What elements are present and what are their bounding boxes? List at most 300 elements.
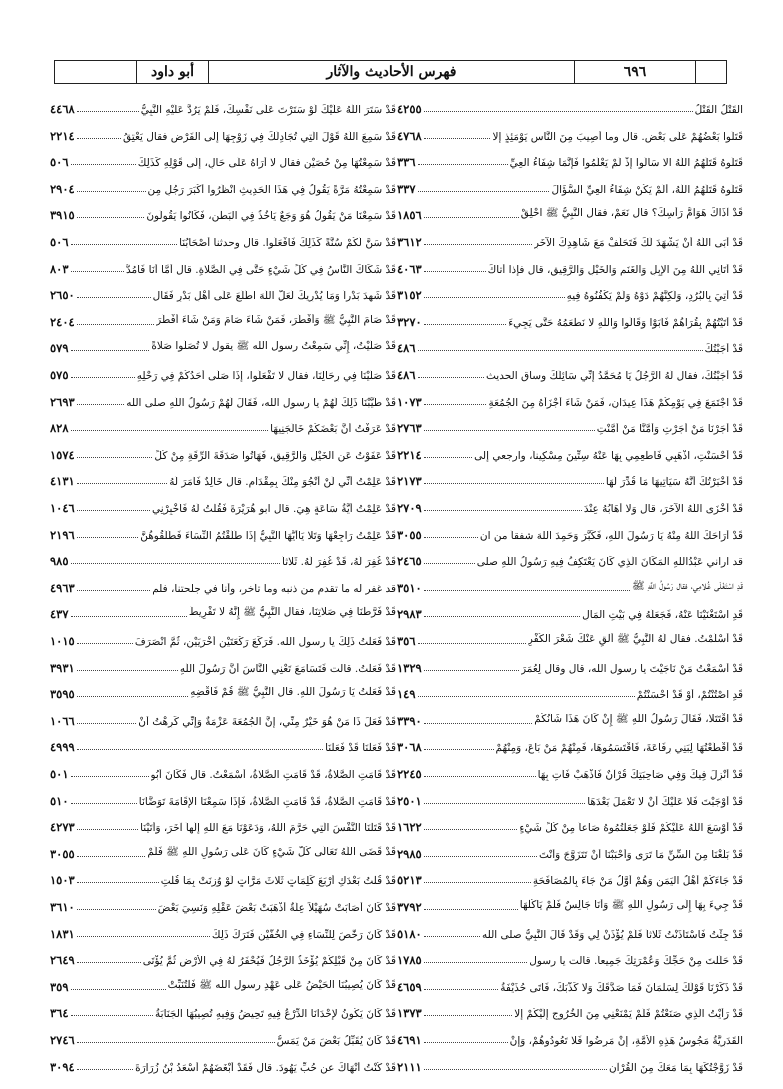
hadith-number: ٢٧٤٦ — [50, 1033, 75, 1047]
hadith-number: ٤٨٦ — [397, 341, 416, 356]
dot-leader — [71, 164, 136, 165]
index-entry — [397, 837, 743, 861]
hadith-number: ٣٠٦٨ — [397, 740, 422, 755]
hadith-number: ٢٥٠١ — [397, 793, 422, 808]
entry-text: قَدْ كَانَ يَكُونُ لإِحْدَانَا الدِّرْعُ فِيهِ تَحِيضُ وَفِيهِ تُصِيبُهَا الجَنَابَةُ — [155, 1008, 396, 1021]
index-entry — [397, 92, 743, 116]
index-entry — [397, 119, 743, 143]
entry-text: قد اراني عَبْدُاللهِ المَكَانَ الَّذِي كَانَ يَعْتَكِفُ فِيهِ رَسُولُ اللَّهِ صلى — [476, 556, 743, 569]
entry-text: قَدْ قَتَلْنَا النَّفْسَ الَّتِي حَرَّمَ اللهُ، وَدَعَوْنَا مَعَ اللهِ إِلَهاً آخَرَ، وَأَتَيْنَا — [140, 822, 396, 835]
book-name: أبو داود — [136, 61, 208, 83]
page-number: ٦٩٦ — [574, 61, 695, 83]
index-entry — [50, 438, 396, 462]
index-entry — [397, 624, 743, 648]
entry-text: قد غفر له ما تقدم من ذنبه وما تأخر، وأنا في جلحتنا، فلم — [152, 582, 396, 595]
entry-text: قَدْ أَجَرْنَا مَنْ أَجَرْتِ وَأَمَّنَّا مَنْ أَمَّنْتِ — [596, 423, 743, 436]
entry-text: قَدْ سَمِعْتُهُ مَرَّةً يَقُولُ فِي هَذَا الحَدِيثِ انْظُرُوا أَكْبَرَ رَجُلٍ مِن — [147, 183, 396, 196]
entry-text: قَدْ فَعَلْتُ. قالت فَتَسَامَعَ تَعْنِي النَّاسَ أَنَّ رَسُولَ اللَّهِ — [179, 662, 396, 675]
index-entry — [50, 411, 396, 435]
hadith-number: ٤١٣١ — [50, 474, 75, 489]
dot-leader — [424, 483, 604, 484]
entry-text: قَدْ أُتِيَ بِالبُرُدِ، وَلَكِنَّهُمْ دَوْهُ وَلَمْ يَكْفُنُوهُ فِيهِ — [566, 290, 743, 303]
index-entry — [50, 145, 396, 169]
hadith-number: ١٣٢٩ — [397, 660, 422, 675]
entry-text: قَدْ سَتَرَ اللَّهُ عَلَيْكَ لَوْ سَتَرْتَ عَلَى نَفْسِكَ، فَلَمْ يَرُدَّ عَلَيْهِ النَّبِيُّ — [140, 104, 396, 116]
dot-leader — [424, 271, 486, 272]
dot-leader — [77, 457, 153, 458]
dot-leader — [424, 962, 527, 963]
entry-text: قَدْ سَمِعْنَا مَنْ يَقُولُ هُوَ وَجَعٌ يَأْخُذُ فِي البَطْنِ، فَكَانُوا يَقُولُونَ — [146, 210, 396, 223]
index-entry — [397, 438, 743, 462]
index-entry — [397, 491, 743, 515]
index-entry — [397, 172, 743, 196]
dot-leader — [71, 776, 149, 777]
page-header — [54, 60, 727, 84]
entry-text: قَدْ كَانَ أَصَابَتْ سُهَيْلاً عِلَّةٌ أَذْهَبَتْ بَعْضَ عَقْلِهِ وَنَسِيَ بَعْضَ — [157, 902, 396, 914]
dot-leader — [77, 111, 139, 112]
dot-leader — [424, 590, 630, 591]
entry-text: قَدْ صَلَّيْنَا فِي رِحَالِنَا، فقال لا تَفْعَلُوا، إِذَا صَلَّى أَحَدُكُمْ فِي رَحْلِهِ — [136, 370, 396, 382]
hadith-number: ٥٠٦ — [50, 155, 69, 170]
index-entry — [397, 571, 743, 595]
index-entry — [50, 1050, 396, 1074]
entry-text: قَدْ أَجَبْتُكَ — [704, 343, 743, 356]
entry-text: قَدْ أَتَيْتُهُمْ بِقُرَاهُمْ فَأَبَوْا وَقَالُوا وَاللَّهِ لا نَطْعَمُهُ حَتَّى يَجِيءَ — [508, 316, 743, 329]
hadith-number: ٢٤٠٤ — [50, 314, 75, 329]
dot-leader — [77, 882, 159, 883]
hadith-number: ١٦٢٢ — [397, 820, 422, 835]
dot-leader — [71, 989, 166, 990]
entry-text: قَتَلُوهُ قَتَلَهُمُ اللَّهُ، أَلَمْ يَكُنْ شِفَاءُ العِيِّ السُّؤَالَ — [551, 183, 743, 196]
hadith-number: ٣٣٩٠ — [397, 713, 422, 728]
hadith-number: ٢٩٨٥ — [397, 846, 422, 861]
hadith-number: ٨٠٣ — [50, 261, 69, 276]
dot-leader — [424, 776, 536, 777]
entry-text: قَدْ أَسْلَمْتُ. فقال لَهُ النَّبِيُّ ﷺ أَلْقِ عَنْكَ شَعْرَ الكُفْرِ — [527, 633, 743, 645]
entry-text: قَدْ أَخْبَرْتُكَ أَنَّهُ سَيَأْتِيهَا مَا قُدِّرَ لَهَا — [605, 476, 743, 489]
dot-leader — [77, 510, 150, 511]
index-entry — [397, 757, 743, 781]
dot-leader — [424, 297, 565, 298]
index-entry — [397, 597, 743, 621]
index-entry — [50, 464, 396, 488]
entry-text: قَدْ كَانَ رَخَّصَ لِلنِّسَاءِ فِي الخُفَّيْنِ فَتَرَكَ ذَلِكَ — [211, 928, 396, 941]
entry-text: قَدْ سَمِعْتُهَا مِنْ حُصَيْنٍ فقال لا أَرَاهُ عَلَى حَالٍ، إِلَى قَوْلِهِ كَذَلِكَ — [137, 157, 396, 170]
dot-leader — [424, 510, 582, 511]
hadith-number: ٣١٥٢ — [397, 288, 422, 303]
index-entry — [397, 385, 743, 409]
hadith-number: ٣٠٥٥ — [397, 527, 422, 542]
hadith-number: ٢٦٤٩ — [50, 953, 75, 968]
entry-text: قَدْ أَرَاحَكَ اللَّهُ مِنْهُ يَا رَسُولَ اللَّهِ، فَكَبَّرَ وَحَمِدَ اللهَ شفقاً من ان — [479, 529, 743, 542]
index-entry — [50, 917, 396, 941]
entry-text: قَدْ كَانَ يُقَبِّلُ بَعْضَ مَنْ يَمَسُّ — [276, 1035, 396, 1047]
dot-leader — [77, 191, 146, 192]
dot-leader — [424, 1042, 508, 1043]
hadith-number: ٥٠٦ — [50, 235, 69, 249]
entry-text: قَدْ عَلِمْتُ أَيَّةُ سَاعَةٍ هِيَ. قال ابو هُرَيْرَةَ فَقُلْتُ لَهُ فَأَخْبِرْنِي — [152, 503, 396, 515]
hadith-number: ٥٧٩ — [50, 341, 69, 356]
hadith-number: ٢٩٠٤ — [50, 181, 75, 196]
entry-text: قَدْ قَضَى اللَّهُ تَعَالَى كُلَّ شَيْءٍ كَانَ عَلَى رَسُولِ اللَّهِ ﷺ فَلَمْ — [147, 845, 396, 858]
index-entry — [397, 890, 743, 914]
dot-leader — [77, 670, 178, 671]
index-entry — [397, 1023, 743, 1047]
entry-text: قَدْ أَوْجَبْتَ فَلا عَلَيْكَ أَنْ لا تَعْمَلَ بَعْدَهَا — [587, 795, 743, 808]
hadith-number: ٣٥٦ — [397, 634, 416, 648]
hadith-number: ٢٩٨٣ — [397, 607, 422, 622]
hadith-number: ٣٣٧ — [397, 181, 416, 196]
hadith-number: ٤٧٦٨ — [397, 128, 422, 143]
dot-leader — [418, 696, 635, 697]
dot-leader — [71, 271, 124, 272]
hadith-number: ١٧٨٥ — [397, 953, 422, 968]
entry-text: قَدْ سَمِعَ اللَّهُ قَوْلَ الَّتِي تُجَادِلُكَ فِي زَوْجِهَا إِلَى الفَرْضِ فقال يَعْتِقُ — [123, 130, 396, 143]
hadith-number: ٣٩١٥ — [50, 208, 75, 223]
index-entry — [397, 1050, 743, 1074]
index-entry — [50, 704, 396, 728]
dot-leader — [71, 803, 137, 804]
index-entry — [50, 92, 396, 116]
dot-leader — [77, 483, 168, 484]
entry-text: قَدْ قَامَتِ الصَّلاةُ، قَدْ قَامَتِ الصَّلاةُ، فَإِذَا سَمِعْنَا الإِقَامَةَ تَوَضَّأْنَا — [138, 795, 396, 808]
entry-text: قَدْ عَلِمْتُ رَاجِعْهَا وَتَلا يَاأَيُّهَا النَّبِيُّ إِذَا طَلَّقْتُمُ النِّسَاءَ فَطَلِّقُوهُنَّ — [140, 529, 396, 542]
hadith-number: ٢١١١ — [397, 1059, 422, 1074]
dot-leader — [71, 616, 187, 617]
hadith-number: ٥١٨٠ — [397, 926, 422, 941]
dot-leader — [424, 989, 499, 990]
index-entry — [50, 385, 396, 409]
entry-text: قَدْ غُفِرَ لَهُ، قَدْ غُفِرَ لَهُ. ثَلاثاً — [282, 556, 396, 569]
index-entry — [397, 198, 743, 222]
hadith-number: ٣٣٦ — [397, 155, 416, 170]
entry-text: قَدْ شَهِدَ بَدْراً وَمَا يُدْرِيكَ لَعَلَّ اللَّهَ اطَّلَعَ عَلَى أَهْلِ بَدْرٍ فَقَال — [152, 290, 396, 303]
hadith-number: ١٠٦٦ — [50, 713, 75, 728]
index-entry — [397, 358, 743, 382]
index-entry — [50, 651, 396, 675]
hadith-number: ٤٤٦٨ — [50, 102, 75, 116]
entry-text: قَدْ قُلْتُ بَعْدَكِ أَرْبَعَ كَلِمَاتٍ ثَلاثَ مَرَّاتٍ لَوْ وُزِنَتْ بِمَا قُلْتِ — [160, 875, 396, 888]
dot-leader — [77, 217, 145, 218]
entry-text: القَتْلُ القَتْلُ — [694, 104, 743, 116]
entry-text: قَدْ عَرَفْتُ أَنَّ بَعْضَكُمْ خَالَجَنِيهَا — [270, 423, 396, 436]
hadith-number: ٣٦١٢ — [397, 235, 422, 249]
hadith-number: ٩٨٥ — [50, 554, 69, 569]
entry-text: قَدِ اسْتَغْنَيْنَا عَنْهُ، فَجَعَلَهُ فِي بَيْتِ المَالِ — [582, 609, 743, 622]
hadith-number: ٢٢٤٥ — [397, 767, 422, 781]
index-entry — [397, 917, 743, 941]
hadith-number: ٥٠١ — [50, 767, 69, 781]
index-entry — [50, 890, 396, 914]
dot-leader — [77, 1069, 133, 1070]
index-entry — [397, 784, 743, 808]
hadith-number: ١٨٥٦ — [397, 208, 422, 223]
hadith-number: ١٨٣١ — [50, 926, 75, 941]
dot-leader — [77, 324, 154, 325]
index-entry — [397, 677, 743, 701]
index-entry — [397, 651, 743, 675]
index-entry — [50, 358, 396, 382]
index-entry — [50, 305, 396, 329]
index-entry — [50, 996, 396, 1020]
hadith-number: ٤٠٦٣ — [397, 261, 422, 276]
dot-leader — [424, 244, 532, 245]
entry-text: قَدْ أَجَبْتُكَ، فقال لَهُ الرَّجُلُ يَا مُحَمَّدُ إِنِّي سَائِلُكَ وساق الحديث — [485, 370, 743, 382]
header-blank-cell — [695, 61, 726, 83]
hadith-number: ٣٩٣١ — [50, 660, 75, 675]
hadith-number: ٤٦٥٩ — [397, 979, 422, 994]
entry-text: قَدْ أَخْزَى اللَّهُ الآخَرَ، قال وَلا أَهَابُهُ عِنْدَ — [583, 503, 743, 515]
entry-text: قَدْ اجْتَمَعَ فِي يَوْمِكُمْ هَذَا عِيدَانِ، فَمَنْ شَاءَ أَجْزَأَهُ مِنَ الجُمُعَةِ — [488, 396, 743, 409]
dot-leader — [424, 909, 518, 910]
entry-text: قَدْ فَعَلْتُ ذَلِكَ يا رسول الله. فَرَكَعَ رَكْعَتَيْنِ أُخْرَيَيْنِ، ثُمَّ انْصَرَفَ — [134, 636, 396, 648]
entry-text: قَدْ كَانَ مِنْ قَبْلِكُمْ يُؤْخَذُ الرَّجُلُ فَيُحْفَرُ لَهُ فِي الأَرْضِ ثُمَّ يُؤْتَى — [142, 955, 396, 968]
dot-leader — [77, 590, 150, 591]
hadith-number: ٤٩٦٣ — [50, 580, 75, 595]
hadith-number: ٢٢١٤ — [50, 128, 75, 143]
entry-text: قَدْ أُنْزِلَ فِيكَ وَفِي صَاحِبَتِكَ قُرْآنٌ فَاذْهَبْ فَأْتِ بِهَا — [537, 769, 743, 781]
entry-text: قَدْ أَقْطَعْتُهَا لِبَنِي رِفَاعَةَ، فَاقْتَسَمُوهَا، فَمِنْهُمْ مَنْ بَاعَ، وَمِنْهُمْ — [495, 742, 743, 755]
index-entry — [397, 704, 743, 728]
entry-text: قَدْ حَلَلْتَ مِنْ حَجِّكَ وَعُمْرَتِكَ جَمِيعاً. قالت يا رسول — [529, 955, 743, 968]
dot-leader — [77, 696, 189, 697]
entry-text: قَدِ اسْتَغْلَى غُلامِي، فقال رَسُولُ اللَّهِ ﷺ — [632, 579, 743, 592]
index-title: فهرس الأحاديث والآثار — [208, 61, 574, 83]
dot-leader — [77, 1042, 275, 1043]
entry-text: قَدْ عَلِمْتُ أَنِّي لَنْ أَنْجُوَ مِنْكَ بِمِقْدَامٍ. قال خَالِدٌ فَأَمَرَ لَهُ — [169, 476, 396, 489]
entry-text: قَدْ شَكَاكَ النَّاسُ فِي كُلِّ شَيْءٍ حَتَّى فِي الصَّلاةِ. قال أَمَّا أَنَا فَأَمُدُّ — [125, 263, 396, 276]
index-entry — [50, 119, 396, 143]
index-entry — [50, 837, 396, 861]
hadith-number: ٤٣٧ — [50, 607, 69, 622]
dot-leader — [77, 297, 151, 298]
index-entry — [397, 730, 743, 754]
index-entry — [397, 225, 743, 249]
hadith-number: ٨٢٨ — [50, 421, 69, 436]
dot-leader — [77, 909, 156, 910]
entry-text: قَدْ أَحْسَنْتِ، اذْهَبِي فَأَطْعِمِي بِهَا عَنْهُ سِتِّينَ مِسْكِيناً، وارجعي إلى — [474, 449, 743, 462]
index-entry — [397, 863, 743, 887]
index-entry — [50, 571, 396, 595]
index-entry — [397, 970, 743, 994]
dot-leader — [418, 377, 484, 378]
dot-leader — [71, 244, 178, 245]
index-entry — [50, 331, 396, 355]
dot-leader — [71, 563, 280, 564]
index-entry — [50, 544, 396, 568]
index-entry — [397, 943, 743, 967]
index-entry — [397, 331, 743, 355]
index-entry — [50, 597, 396, 621]
hadith-number: ٣٢٧٠ — [397, 314, 422, 329]
hadith-number: ٣٠٩٤ — [50, 1059, 75, 1074]
index-entry — [397, 305, 743, 329]
entry-text: قَدْ طَيَّبْنَا ذَلِكَ لَهُمْ يا رسول الله، فَقَالَ لَهُمْ رَسُولُ اللَّهِ صلى الله — [126, 396, 396, 409]
hadith-number: ٢٦٩٣ — [50, 394, 75, 409]
dot-leader — [424, 803, 586, 804]
hadith-number: ٢٦٥٠ — [50, 288, 75, 303]
index-entry — [50, 491, 396, 515]
entry-text: قَدْ آذَاكَ هَوَامُّ رَأْسِكَ؟ قال نَعَمْ، فقال النَّبِيُّ ﷺ احْلِقْ — [520, 207, 743, 220]
dot-leader — [77, 723, 137, 724]
dot-leader — [418, 191, 550, 192]
dot-leader — [77, 404, 125, 405]
entry-text: قَدْ أَتَانِي اللَّهُ مِنَ الإِبِلِ وَالغَنَمِ وَالخَيْلِ وَالرَّقِيقِ، قال فإذا أتاكَ — [487, 263, 743, 276]
dot-leader — [418, 164, 508, 165]
hadith-number: ٢٤٦٥ — [397, 554, 422, 569]
hadith-number: ٣٥١٠ — [397, 580, 422, 595]
hadith-number: ٣٥٩٥ — [50, 687, 75, 702]
entry-text: قَدْ صَلَّيْتُ، إِنِّي سَمِعْتُ رسول الله ﷺ يقول لا تُصَلُّوا صَلاةً — [151, 340, 396, 353]
entry-text: قَدْ فَعَلْتُ يَا رَسُولَ اللَّهِ. قال النَّبِيُّ ﷺ قُمْ فَاقْضِهِ — [190, 686, 396, 699]
dot-leader — [77, 962, 141, 963]
hadith-number: ٤٨٦ — [397, 368, 416, 382]
hadith-number: ١٥٧٤ — [50, 447, 75, 462]
entry-text: قَدْ جِيءَ بِهَا إِلَى رَسُولِ اللَّهِ ﷺ وَأَنَا جَالِسٌ فَلَمْ يَأْكُلْهَا — [519, 899, 743, 911]
hadith-number: ٥٢١٣ — [397, 873, 422, 888]
dot-leader — [424, 324, 507, 325]
hadith-number: ٣٥٩ — [50, 979, 69, 994]
entry-text: قَدْ أَسْمَعْتُ مَنْ نَاجَيْتَ يا رسول الله، قال وقال لِعُمَرَ — [521, 662, 743, 675]
hadith-number: ٥١٠ — [50, 793, 69, 808]
dot-leader — [424, 457, 472, 458]
dot-leader — [77, 856, 146, 857]
dot-leader — [77, 537, 139, 538]
dot-leader — [424, 616, 580, 617]
hadith-number: ١٥٠٣ — [50, 873, 75, 888]
entry-text: قَتَلُوهُ قَتَلَهُمُ اللَّهُ الا سَأَلُوا إِذْ لَمْ يَعْلَمُوا فَإِنَّمَا شِفَاءُ العِيِّ — [509, 157, 743, 170]
index-entry — [397, 145, 743, 169]
hadith-number: ٢٧٠٩ — [397, 501, 422, 515]
dot-leader — [77, 749, 323, 750]
index-entry — [50, 863, 396, 887]
dot-leader — [424, 882, 531, 883]
entry-text: قَدْ ذَكَرْنَا قَوْلَكَ لِسَلْمَانَ فَمَا صَدَّقَكَ وَلا كَذَّبَكَ، فَأَتَى حُذَيْفَةُ — [500, 981, 743, 994]
entry-text: قَدْ فَعَلَ ذَا مَنْ هُوَ خَيْرٌ مِنِّي، إِنَّ الجُمُعَةَ عَزْمَةٌ وَإِنِّي كَرِهْتُ أَنْ — [138, 715, 396, 728]
index-entry — [397, 544, 743, 568]
index-entry — [50, 810, 396, 834]
entry-text: قَدْ زَوَّجْتُكَهَا بِمَا مَعَكَ مِنَ القُرْآنِ — [608, 1061, 743, 1074]
index-entry — [50, 225, 396, 249]
index-entry — [397, 411, 743, 435]
dot-leader — [77, 643, 133, 644]
dot-leader — [71, 430, 269, 431]
dot-leader — [424, 430, 595, 431]
index-entry — [397, 252, 743, 276]
index-entry — [50, 677, 396, 701]
dot-leader — [424, 670, 519, 671]
entry-text: قَدْ أَبَى اللَّهُ أَنْ يَشْهَدَ لَكَ فَتَحَلَّفْ مَعَ شَاهِدِكَ الآخَرِ — [533, 237, 743, 249]
hadith-number: ١٤٩ — [397, 687, 416, 702]
dot-leader — [424, 404, 487, 405]
dot-leader — [71, 1015, 153, 1016]
entry-text: قَدْ عَفَوْتُ عَنِ الخَيْلِ وَالرَّقِيقِ، فَهَاتُوا صَدَقَةَ الرِّقَةِ مِنْ كُلِّ — [154, 449, 396, 462]
entry-text: قَدْ فَعَلْنَا قَدْ فَعَلْنَا — [325, 742, 396, 755]
index-entry — [50, 1023, 396, 1047]
dot-leader — [424, 111, 693, 112]
hadith-number: ٢١٧٣ — [397, 474, 422, 489]
entry-text: قَدِ اصْتُنْتُمْ، أَوْ قَدْ احْسَنْتُمْ — [636, 689, 743, 702]
hadith-number: ٤٦٩١ — [397, 1033, 422, 1047]
hadith-number: ٢٧٦٣ — [397, 421, 422, 436]
hadith-number: ١٣٧٣ — [397, 1006, 422, 1021]
entry-text: قَدْ كَانَ يُصِيبُنَا الحَيْضُ عَلَى عَهْدِ رسول الله ﷺ فَلْتُنَبِّتْ — [167, 978, 396, 991]
index-entry — [50, 198, 396, 222]
hadith-number: ١٠١٥ — [50, 634, 75, 648]
index-entry — [50, 624, 396, 648]
hadith-number: ٤٩٩٩ — [50, 740, 75, 755]
entry-text: قَدْ جَاءَكُمْ أَهْلُ اليَمَنِ وَهُمْ أَوَّلُ مَنْ جَاءَ بِالمُصَافَحَةِ — [532, 875, 743, 888]
hadith-number: ٣٧٩٢ — [397, 900, 422, 914]
index-entry — [397, 464, 743, 488]
hadith-number: ١٠٤٦ — [50, 501, 75, 515]
entry-text: قَدْ كُنْتُ أَنْهَاكَ عن حُبِّ يَهُودَ. قال فَقَدْ أَبْغَضَهُمْ أَسْعَدُ بْنُ زُرَارَةَ — [135, 1061, 396, 1074]
dot-leader — [418, 643, 526, 644]
index-entry — [50, 252, 396, 276]
dot-leader — [424, 563, 475, 564]
hadith-number: ٢٢١٤ — [397, 447, 422, 462]
entry-text: قَدْ اقْتَتَلا، فَقَالَ رَسُولُ اللَّهِ ﷺ إِنْ كَانَ هَذَا شَأْنُكُمْ — [534, 712, 743, 725]
entry-text: القَدَرِيَّةُ مَجُوسُ هَذِهِ الأُمَّةِ، إِنْ مَرِضُوا فَلا تَعُودُوهُمْ، وَإِنْ — [509, 1035, 743, 1047]
entry-text: قَدْ سَنَّ لَكُمْ سُنَّةً كَذَلِكَ فَافْعَلُوا. قال وحدثنا أَصْحَابُنَا — [179, 237, 396, 249]
hadith-number: ٤٢٧٣ — [50, 820, 75, 835]
dot-leader — [424, 829, 518, 830]
index-entry — [50, 943, 396, 967]
entry-text: قَدْ صَامَ النَّبِيُّ ﷺ وَأَفْطَرَ، فَمَنْ شَاءَ صَامَ وَمَنْ شَاءَ أَفْطَرَ — [156, 313, 396, 326]
dot-leader — [71, 350, 150, 351]
hadith-number: ٤٢٥٥ — [397, 102, 422, 116]
dot-leader — [424, 936, 480, 937]
index-entry — [50, 784, 396, 808]
entry-text: قَدْ فَرَّطْنَا فِي صَلاتِنَا، فقال النَّبِيُّ ﷺ إِنَّهُ لا تَفْرِيطَ — [188, 606, 396, 619]
dot-leader — [424, 1069, 607, 1070]
dot-leader — [424, 1015, 513, 1016]
entry-text: قَدْ قَامَتِ الصَّلاةُ، قَدْ قَامَتِ الصَّلاةُ، أَسْمَعْتُ. قال فَكَانَ أَبُو — [150, 769, 396, 781]
hadith-number: ١٠٧٣ — [397, 394, 422, 409]
dot-leader — [424, 749, 494, 750]
index-entry — [50, 730, 396, 754]
hadith-number: ٣٦٤ — [50, 1006, 69, 1021]
index-entry — [50, 172, 396, 196]
entry-text: قَتَلُوا بَعْضُهُمْ عَلَى بَعْضٍ. قال وما أُصِيبَ مِنَ النَّاسِ يَوْمَئِذٍ إلا — [492, 130, 743, 143]
dot-leader — [77, 138, 121, 139]
hadith-number: ٢١٩٦ — [50, 527, 75, 542]
index-entry — [50, 970, 396, 994]
entry-text: قَدْ بَلَغْنَا مِنَ السِّنِّ مَا تَرَى وَأَحْبَبْنَا أَنْ تَتَزَوَّجَ وَأَنْتَ — [538, 848, 743, 861]
dot-leader — [424, 217, 519, 218]
entry-text: قَدْ جِئْتُ فَاسْتَأْذَنْتُ ثَلاثاً فَلَمْ يُؤْذَنْ لِي وَقَدْ قَالَ النَّبِيُّ صلى الله — [481, 928, 743, 941]
dot-leader — [77, 936, 210, 937]
dot-leader — [424, 723, 533, 724]
dot-leader — [71, 377, 135, 378]
hadith-number: ٥٧٥ — [50, 368, 69, 382]
entry-text: قَدْ رَأَيْتُ الَّذِي صَنَعْتُمْ فَلَمْ يَمْنَعْنِي مِنَ الخُرُوجِ إِلَيْكُمْ إِلا — [514, 1008, 743, 1021]
dot-leader — [424, 856, 537, 857]
dot-leader — [77, 829, 138, 830]
index-entry — [397, 518, 743, 542]
index-entry — [397, 810, 743, 834]
index-entry — [50, 518, 396, 542]
index-entry — [50, 757, 396, 781]
header-blank-cell — [55, 61, 136, 83]
index-entry — [397, 278, 743, 302]
dot-leader — [418, 350, 703, 351]
index-entry — [397, 996, 743, 1020]
hadith-number: ٣٠٥٥ — [50, 846, 75, 861]
dot-leader — [424, 537, 478, 538]
dot-leader — [424, 138, 491, 139]
hadith-number: ٣٦١٠ — [50, 900, 75, 914]
